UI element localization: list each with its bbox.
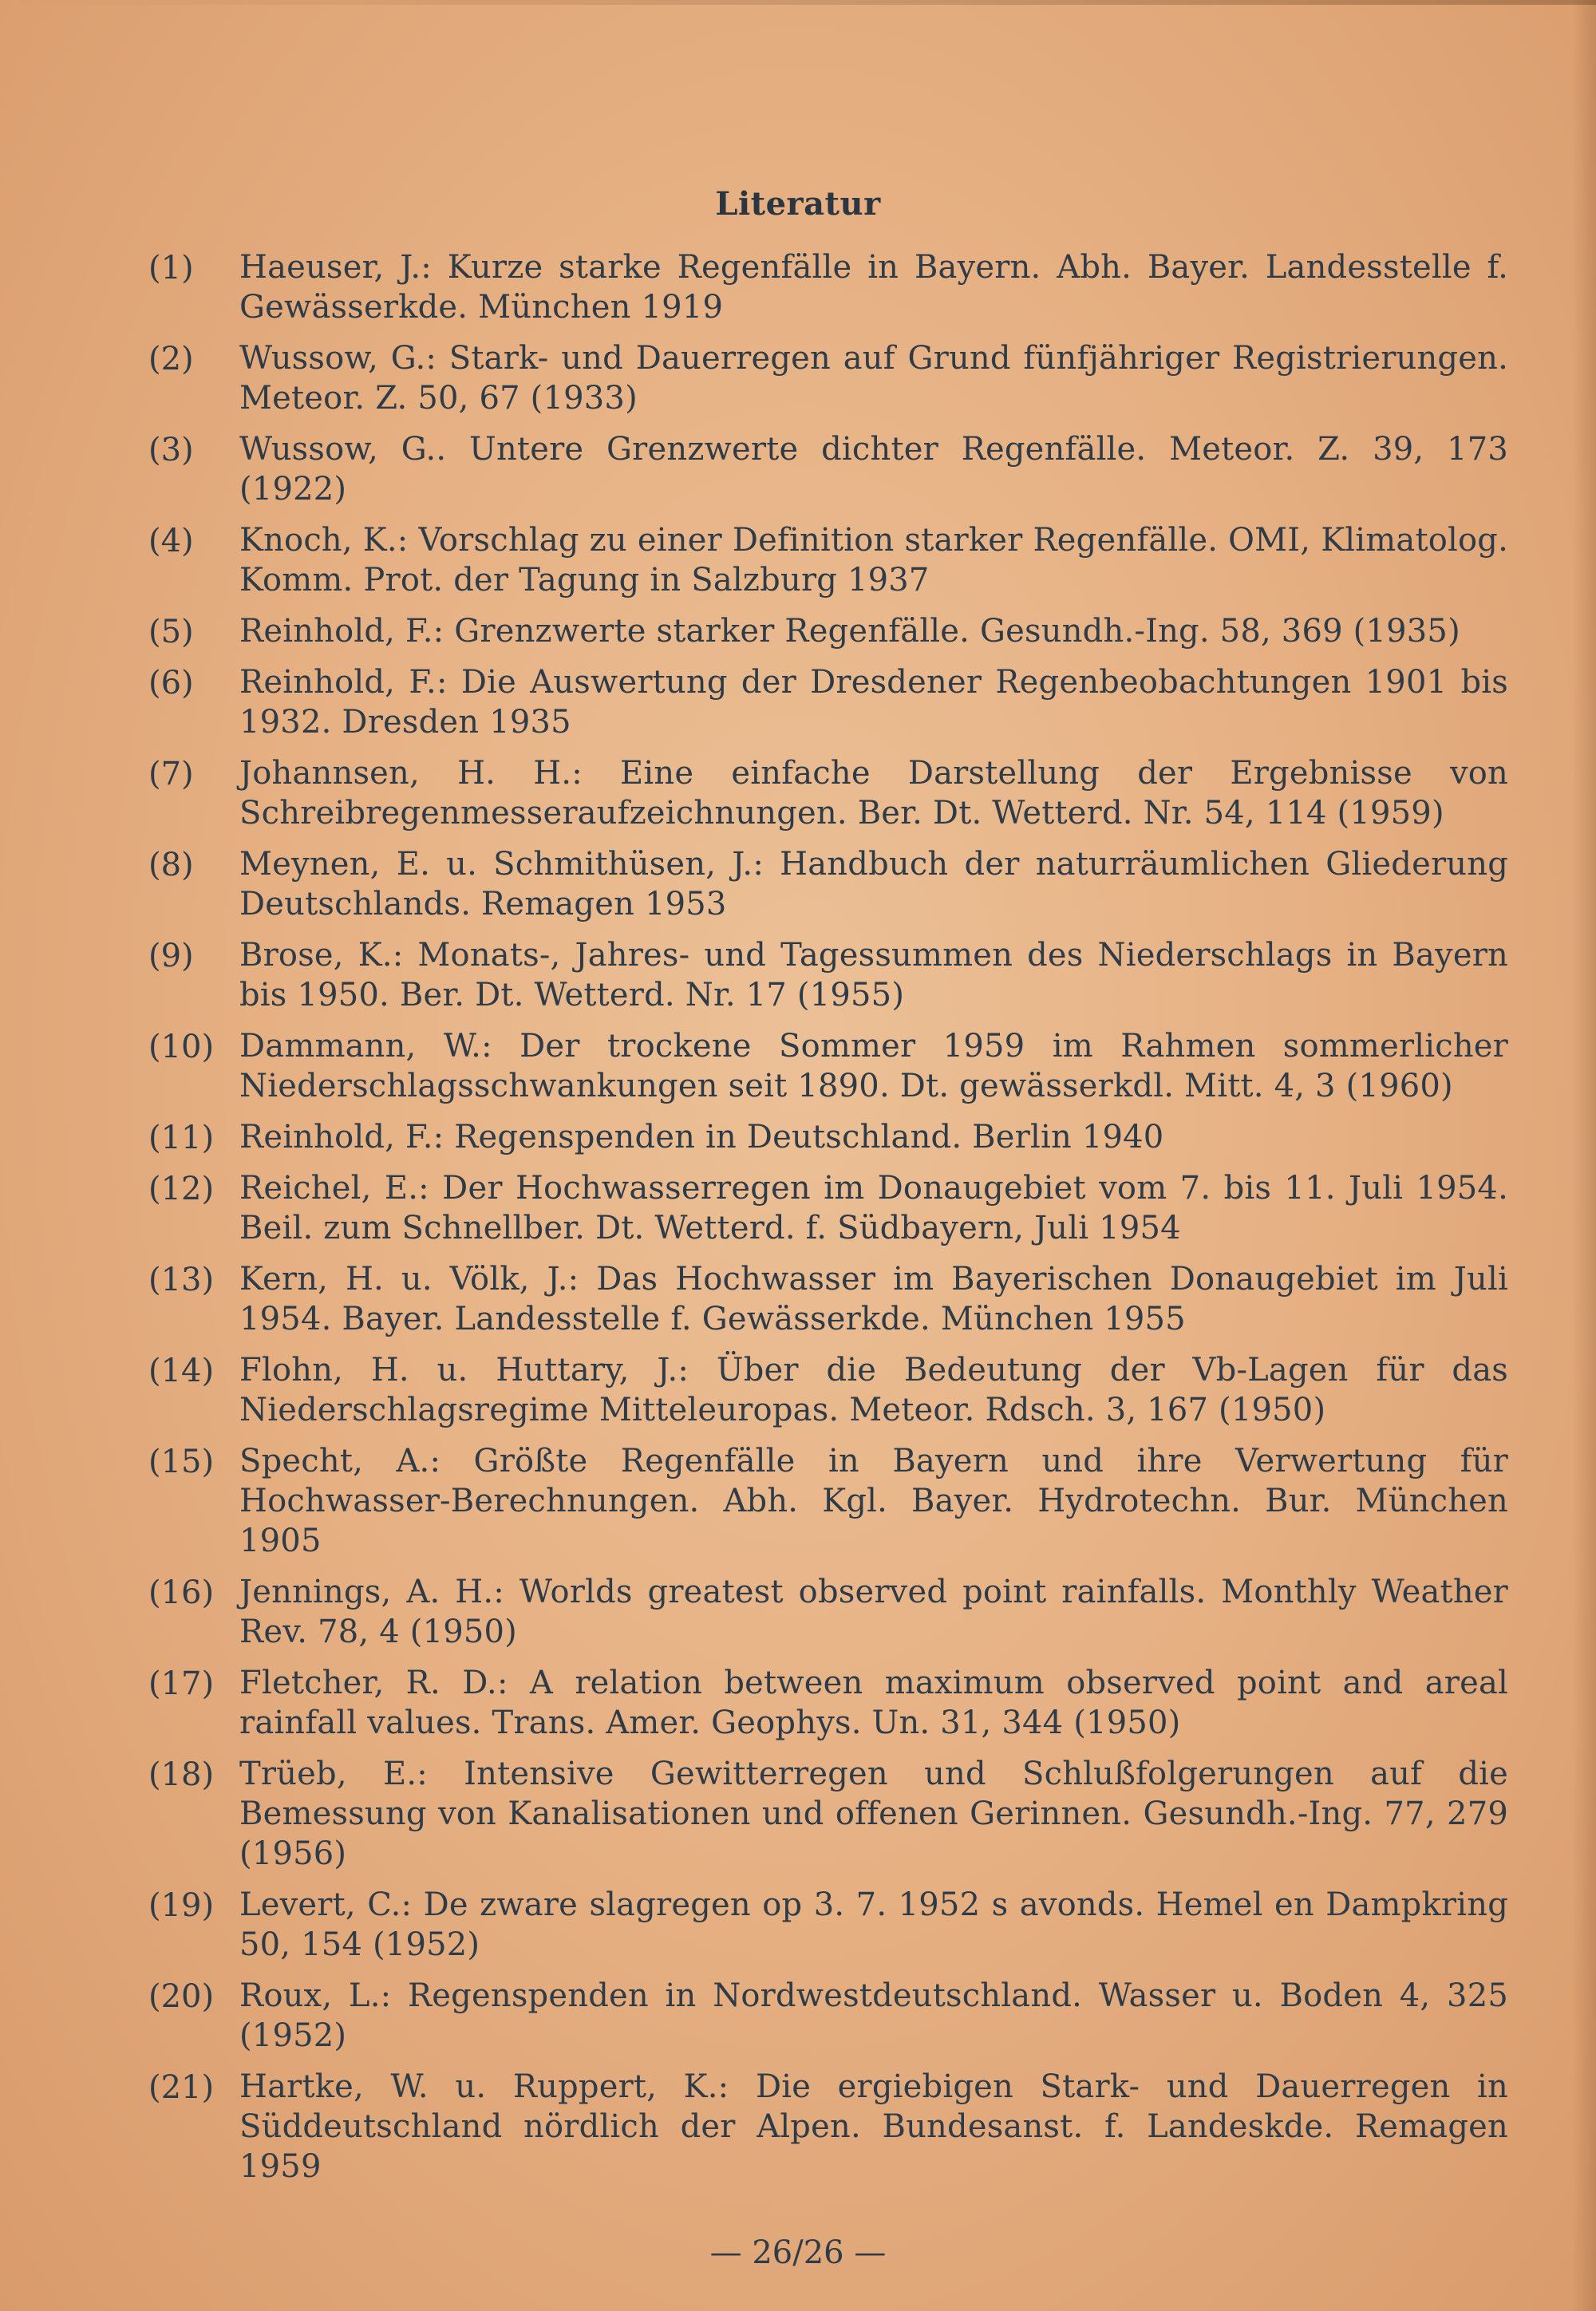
reference-text: Haeuser, J.: Kurze starke Regenfälle in Bayern. Abh. Bayer. Landesstelle f. Gewässerkde. München 1919 [239, 249, 1508, 326]
reference-number: (12) [148, 1171, 215, 1207]
reference-text: Reichel, E.: Der Hochwasserregen im Donaugebiet vom 7. bis 11. Juli 1954. Beil. zum Schnellber. Dt. Wetterd. f. Südbayern, Juli 1954 [239, 1170, 1508, 1246]
reference-item [0, 1350, 1596, 1430]
reference-item [0, 520, 1596, 600]
reference-item [0, 1117, 1596, 1157]
reference-item [0, 753, 1596, 833]
reference-text: Reinhold, F.: Grenzwerte starker Regenfälle. Gesundh.-Ing. 58, 369 (1935) [239, 613, 1460, 650]
reference-item [0, 1168, 1596, 1248]
reference-number: (1) [148, 250, 194, 286]
reference-text: Dammann, W.: Der trockene Sommer 1959 im Rahmen sommerlicher Niederschlagsschwankungen seit 1890. Dt. gewässerkdl. Mitt. 4, 3 (1960) [239, 1028, 1508, 1104]
reference-text: Flohn, H. u. Huttary, J.: Über die Bedeutung der Vb-Lagen für das Niederschlagsregime Mitteleuropas. Meteor. Rdsch. 3, 167 (1950) [239, 1352, 1508, 1428]
reference-text: Reinhold, F.: Regenspenden in Deutschland. Berlin 1940 [239, 1119, 1164, 1156]
reference-text: Reinhold, F.: Die Auswertung der Dresdener Regenbeobachtungen 1901 bis 1932. Dresden 1935 [239, 664, 1508, 741]
reference-text: Hartke, W. u. Ruppert, K.: Die ergiebigen Stark- und Dauerregen in Süddeutschland nördlich der Alpen. Bundesanst. f. Landeskde. Remagen 1959 [239, 2068, 1508, 2185]
reference-number: (9) [148, 938, 194, 974]
reference-item [0, 844, 1596, 924]
reference-item [0, 611, 1596, 651]
reference-text: Meynen, E. u. Schmithüsen, J.: Handbuch der naturräumlichen Gliederung Deutschlands. Remagen 1953 [239, 846, 1508, 922]
reference-item [0, 338, 1596, 418]
reference-number: (14) [148, 1353, 215, 1389]
reference-text: Jennings, A. H.: Worlds greatest observed point rainfalls. Monthly Weather Rev. 78, 4 (1950) [239, 1574, 1508, 1650]
reference-text: Specht, A.: Größte Regenfälle in Bayern und ihre Verwertung für Hochwasser-Berechnungen. Abh. Kgl. Bayer. Hydrotechn. Bur. München 1905 [239, 1443, 1508, 1559]
reference-number: (4) [148, 523, 194, 559]
reference-text: Brose, K.: Monats-, Jahres- und Tagessummen des Niederschlags in Bayern bis 1950. Ber. Dt. Wetterd. Nr. 17 (1955) [239, 937, 1508, 1013]
reference-text: Levert, C.: De zware slagregen op 3. 7. 1952 s avonds. Hemel en Dampkring 50, 154 (1952) [239, 1886, 1508, 1963]
reference-number: (17) [148, 1665, 215, 1702]
reference-number: (16) [148, 1574, 215, 1611]
reference-item [0, 1754, 1596, 1874]
page-top-edge [0, 0, 1596, 5]
reference-text: Kern, H. u. Völk, J.: Das Hochwasser im Bayerischen Donaugebiet im Juli 1954. Bayer. Landesstelle f. Gewässerkde. München 1955 [239, 1261, 1508, 1337]
reference-item [0, 1259, 1596, 1339]
reference-text: Roux, L.: Regenspenden in Nordwestdeutschland. Wasser u. Boden 4, 325 (1952) [239, 1977, 1508, 2054]
reference-number: (10) [148, 1029, 215, 1065]
reference-text: Fletcher, R. D.: A relation between maximum observed point and areal rainfall values. Trans. Amer. Geophys. Un. 31, 344 (1950) [239, 1665, 1508, 1741]
reference-number: (18) [148, 1756, 215, 1793]
reference-number: (19) [148, 1887, 215, 1924]
reference-number: (5) [148, 614, 194, 650]
reference-number: (21) [148, 2069, 215, 2106]
reference-text: Wussow, G.: Stark- und Dauerregen auf Grund fünfjähriger Registrierungen. Meteor. Z. 50, 67 (1933) [239, 340, 1508, 417]
reference-number: (8) [148, 847, 194, 883]
reference-item [0, 935, 1596, 1015]
reference-text: Wussow, G.. Untere Grenzwerte dichter Regenfälle. Meteor. Z. 39, 173 (1922) [239, 431, 1508, 508]
page-title: Literatur [715, 185, 881, 223]
reference-item [0, 2067, 1596, 2187]
reference-list [0, 247, 1596, 2198]
reference-number: (20) [148, 1978, 215, 2015]
reference-item [0, 247, 1596, 327]
reference-item [0, 662, 1596, 742]
page-number: — 26/26 — [709, 2234, 887, 2271]
reference-text: Knoch, K.: Vorschlag zu einer Definition starker Regenfälle. OMI, Klimatolog. Komm. Prot. der Tagung in Salzburg 1937 [239, 522, 1508, 598]
reference-item [0, 1663, 1596, 1743]
reference-number: (13) [148, 1262, 215, 1298]
reference-item [0, 1441, 1596, 1561]
reference-item [0, 1885, 1596, 1965]
reference-item [0, 1572, 1596, 1652]
reference-number: (3) [148, 432, 194, 468]
reference-number: (2) [148, 341, 194, 377]
reference-number: (7) [148, 756, 194, 792]
reference-item [0, 1976, 1596, 2056]
reference-item [0, 429, 1596, 509]
reference-number: (15) [148, 1444, 215, 1480]
reference-number: (11) [148, 1120, 215, 1156]
reference-text: Trüeb, E.: Intensive Gewitterregen und Schlußfolgerungen auf die Bemessung von Kanalisationen und offenen Gerinnen. Gesundh.-Ing. 77, 279 (1956) [239, 1756, 1508, 1872]
reference-text: Johannsen, H. H.: Eine einfache Darstellung der Ergebnisse von Schreibregenmesseraufzeichnungen. Ber. Dt. Wetterd. Nr. 54, 114 (1959) [239, 755, 1508, 832]
reference-number: (6) [148, 665, 194, 701]
reference-item [0, 1026, 1596, 1106]
